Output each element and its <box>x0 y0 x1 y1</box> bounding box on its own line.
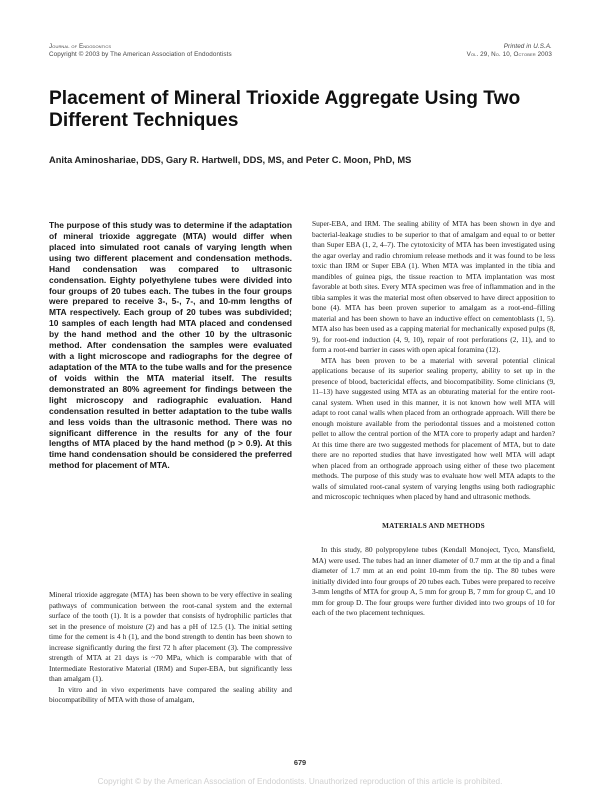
abstract: The purpose of this study was to determine if the adaptation of mineral trioxide aggregate (MTA) would differ when placed into simulated root canals of varying length when using two different placement and condensation methods. Hand condensation was compared to ultrasonic condensation. Eighty polyethylene tubes were divided into four groups of 20 tubes each. The tubes in the four groups were prepared to receive 3-, 5-, 7-, and 10-mm lengths of MTA respectively. Each group of 20 tubes was subdivided; 10 samples of each length had MTA placed and condensed by the hand method and the other 10 by the ultrasonic method. After condensation the samples were evaluated with a light microscope and radiographs for the degree of adaptation of the MTA to the tube walls and for the presence of voids within the MTA material itself. The results demonstrated an 80% agreement for findings between the light microscopy and radiographic evaluation. Hand condensation resulted in better adaptation to the tube walls and less voids than the ultrasonic method. There was no significant difference in the results for any of the four lengths of MTA placed by the hand method (p > 0.9). At this time hand condensation should be considered the preferred method for placement of MTA. <box>49 220 292 471</box>
running-header-left <box>49 43 232 59</box>
intro-paragraph-2: In vitro and in vivo experiments have compared the sealing ability and biocompatibility of MTA with those of amalgam, <box>49 684 292 704</box>
intro-paragraph-3: Super-EBA, and IRM. The sealing ability of MTA has been shown in dye and bacterial-leakage studies to be superior to that of amalgam and equal to or better than Super EBA (1, 2, 4–7). The cytotoxicity of MTA has been investigated using the agar overlay and radio chromium release methods and it was found to be less toxic than IRM or Super EBA (1). When MTA was implanted in the tibia and mandibles of guinea pigs, the tissue reaction to MTA implantation was most favorable at both sites. Every MTA specimen was free of inflammation and in the tibia samples it was the material most often observed to have direct apposition to bone (4). MTA has been proven superior to amalgam as a root-end–filling material and has been shown to have an inductive effect on cementoblasts (1, 5). MTA also has been used as a capping material for mechanically exposed pulps (8, 9), for root-end induction (4, 9, 10), repair of root perforations (2, 11), and to form a root-end barrier in cases with open apical foramina (12). <box>312 219 555 354</box>
journal-name: Journal of Endodontics <box>49 43 112 50</box>
section-heading-methods: MATERIALS AND METHODS <box>382 521 485 530</box>
author-list: Anita Aminoshariae, DDS, Gary R. Hartwell, DDS, MS, and Peter C. Moon, PhD, MS <box>49 155 412 165</box>
article-title: Placement of Mineral Trioxide Aggregate Using Two Different Techniques <box>49 88 521 131</box>
methods-paragraph-1: In this study, 80 polypropylene tubes (Kendall Monoject, Tyco, Mansfield, MA) were used. The tubes had an inner diameter of 0.7 mm at the tip and a final diameter of 1.7 mm at an end point 10-mm from the tip. The 80 tubes were initially divided into four groups of 20 tubes each. Tubes were prepared to receive 3-mm lengths of MTA for group A, 5 mm for group B, 7 mm for group C, and 10 mm for group D. The four groups were further divided into two groups of 10 for each of the two placement techniques. <box>312 545 555 617</box>
right-column-body <box>312 219 555 619</box>
running-header-right <box>467 43 552 59</box>
volume-line: Vol. 29, No. 10, October 2003 <box>466 51 552 58</box>
copyright-line: Copyright © 2003 by The American Association of Endodontists <box>49 51 232 58</box>
copyright-watermark: Copyright © by the American Association of Endodontists. Unauthorized reproduction of this article is prohibited. <box>97 777 503 786</box>
intro-paragraph-1: Mineral trioxide aggregate (MTA) has been shown to be very effective in sealing pathways of communication between the root-canal system and the external surface of the tooth (1). It is a powder that consists of hydrophilic particles that set in the presence of moisture (2) and has a pH of 12.5 (1). The initial setting time for the cement is 4 h (1), and the bond strength to dentin has been shown to increase significantly during the first 72 h after placement (3). The compressive strength of MTA at 21 days is ~70 MPa, which is comparable with that of Intermediate Restorative Material (IRM) and Super-EBA, but significantly less than amalgam (1). <box>49 590 292 683</box>
left-column-body <box>49 590 292 706</box>
intro-paragraph-4: MTA has been proven to be a material with several potential clinical applications because of its superior sealing property, ability to set up in the presence of blood, bactericidal effects, and biocompatibility. Some clinicians (9, 11–13) have suggested using MTA as an obturating material for the entire root-canal system. When used in this manner, it is not known how well MTA will adapt to root canal walls when placed from an orthograde approach. Will there be enough moisture available from the periodontal tissues and a moistened cotton pellet to allow the central portion of the MTA core to properly adapt and harden? At this time there are two suggested methods for placement of MTA, but to date there are no reported studies that have investigated how well MTA will adapt when placed from an orthograde approach using either of these two placement methods. The purpose of this study was to evaluate how well MTA adapts to the walls of simulated root-canal system of varying lengths using both radiographic and microscopic techniques when placed by hand and ultrasonic methods. <box>312 355 555 501</box>
page-number: 679 <box>293 758 307 767</box>
printed-line: Printed in U.S.A. <box>503 43 552 50</box>
